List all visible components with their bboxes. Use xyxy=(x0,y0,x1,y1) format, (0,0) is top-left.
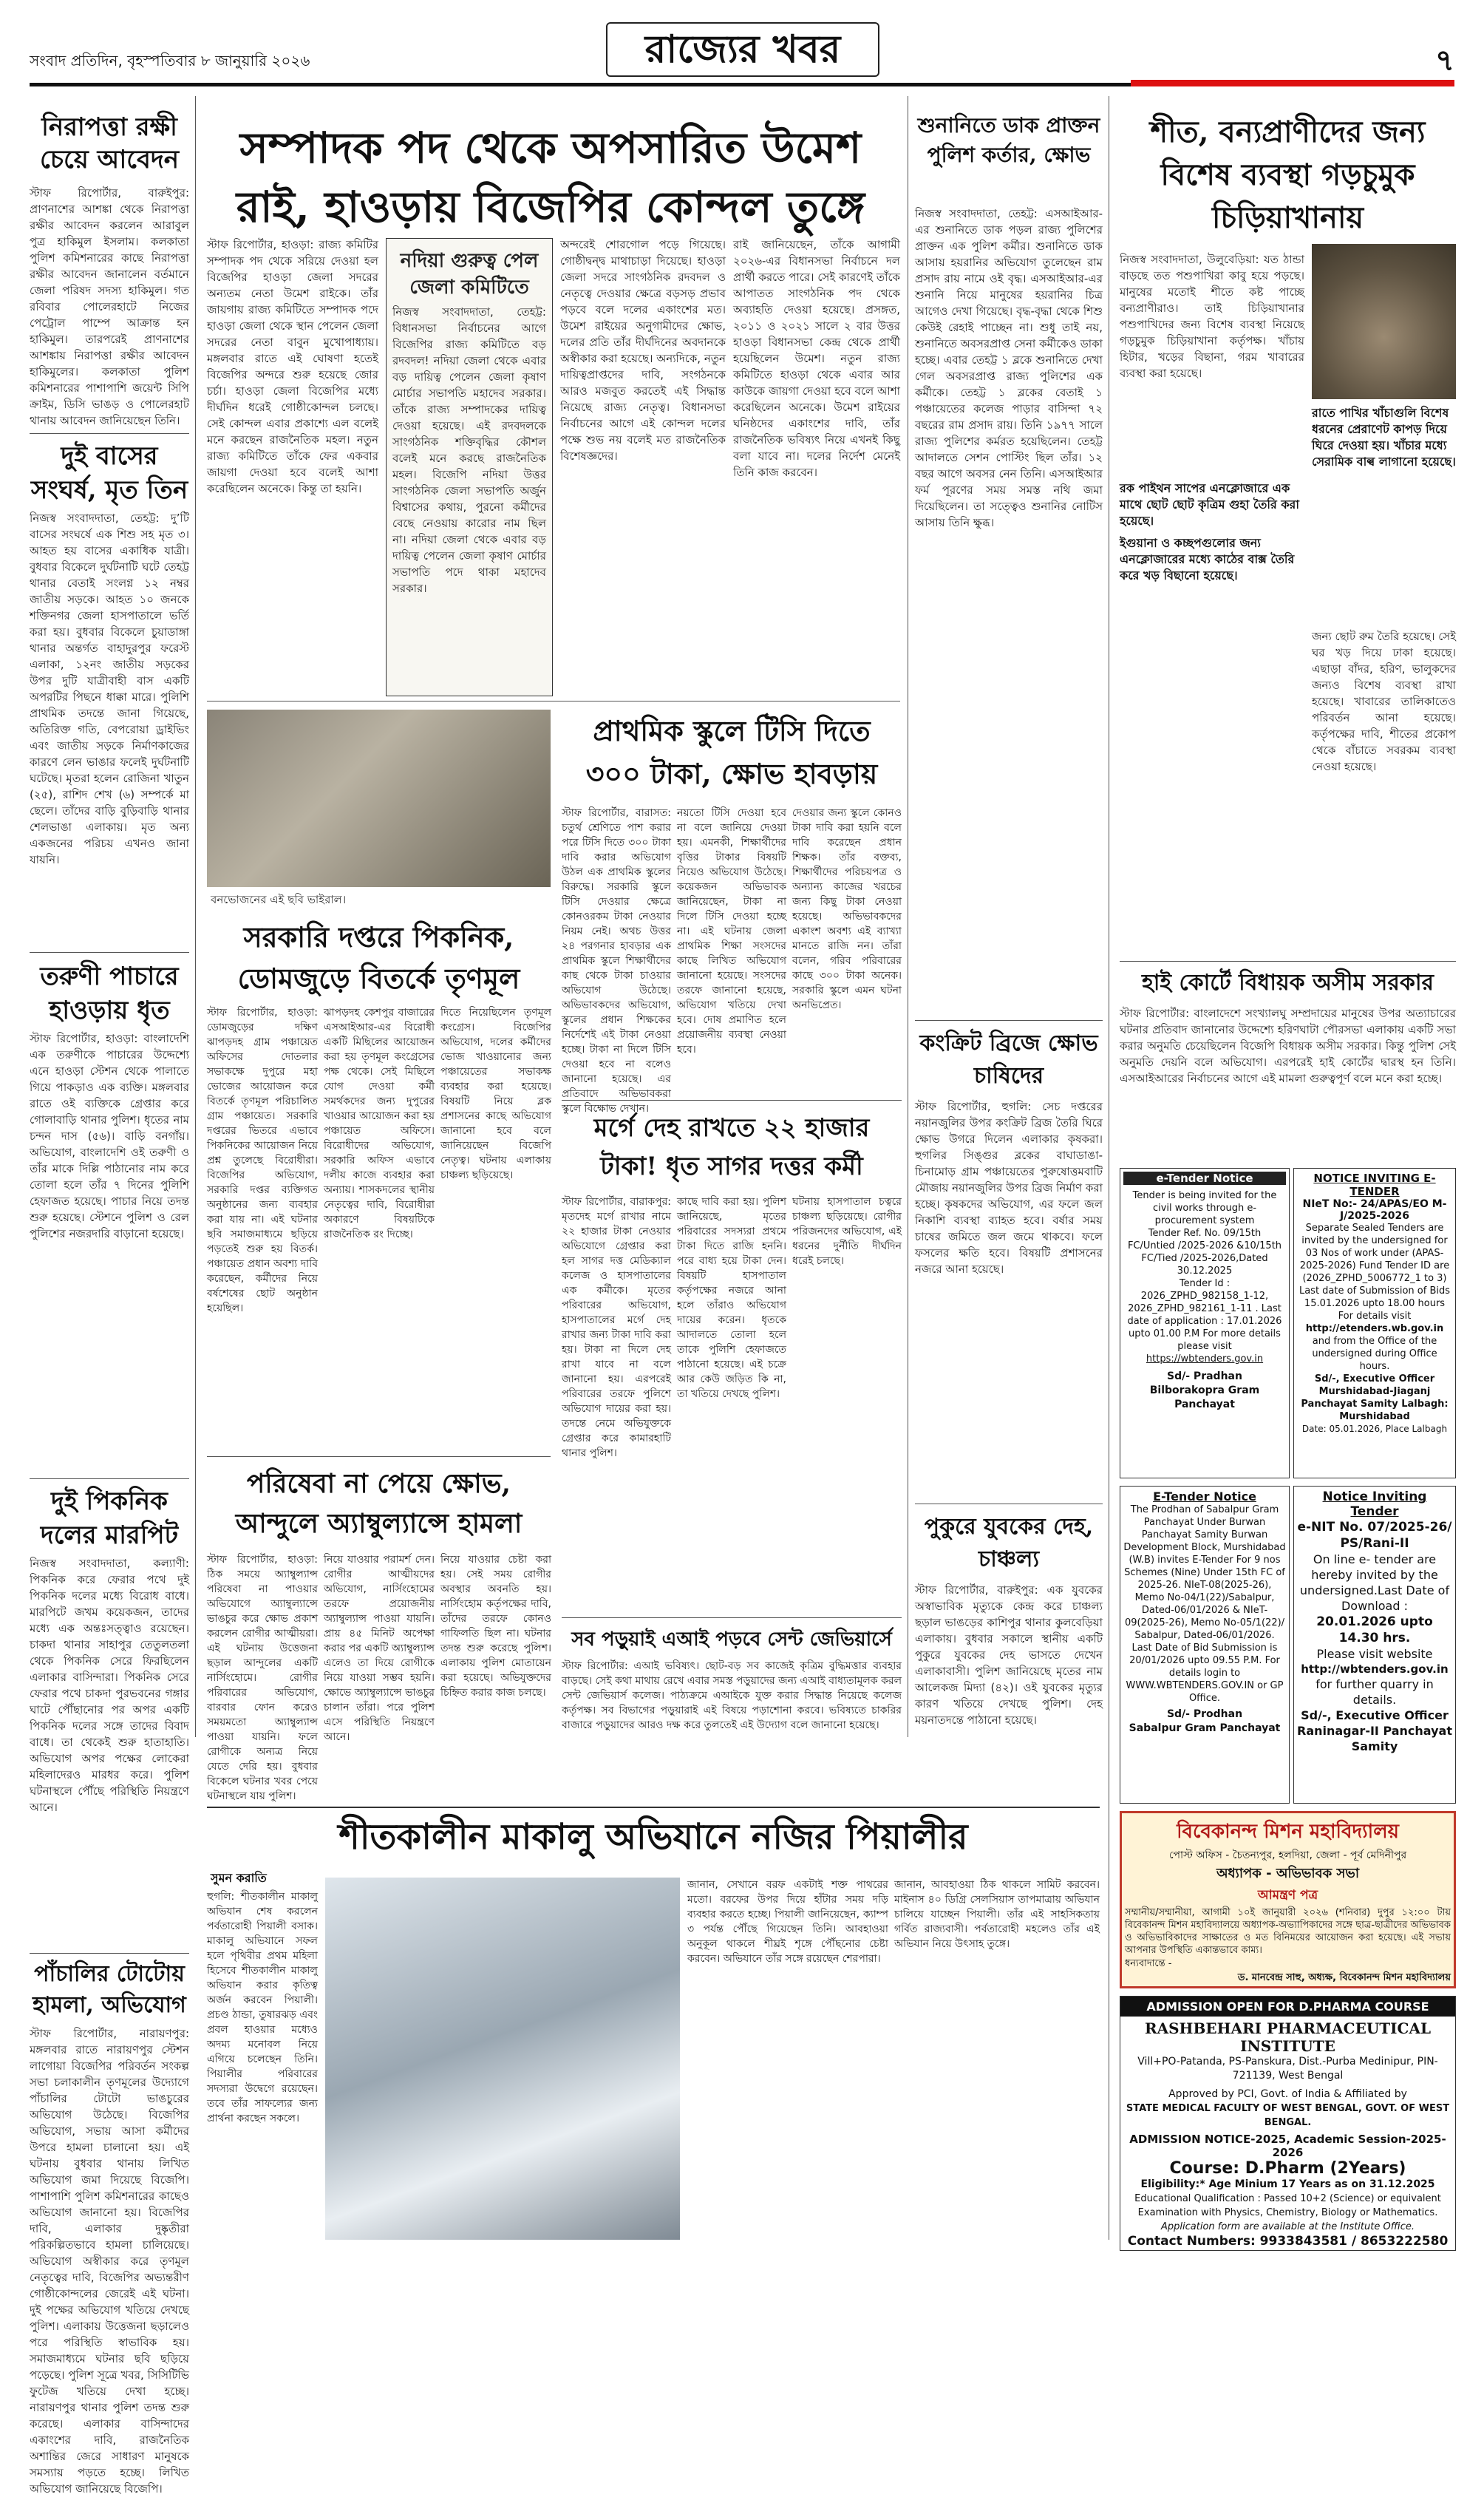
ad-pharma-eligibility: Eligibility:* Age Minium 17 Years as on 31.12.2025 xyxy=(1140,2178,1435,2190)
picnic-photo-caption: বনভোজনের এই ছবি ভাইরাল। xyxy=(211,893,347,906)
ad-pharma-approved: Approved by PCI, Govt. of India & Affiliated by xyxy=(1168,2088,1407,2100)
headline-picnic-clash: দুই পিকনিক দলের মারপিট xyxy=(40,1487,179,1550)
headline-morgue: মর্গে দেহ রাখতে ২২ হাজার টাকা! ধৃত সাগর দত্তর কর্মী xyxy=(593,1113,870,1181)
headline-zoo: শীত, বন্যপ্রাণীদের জন্য বিশেষ ব্যবস্থা গড়চুমুক চিড়িয়াখানায় xyxy=(1150,115,1426,235)
zoo-bullet: রক পাইথন সাপের এনক্লোজারে এক মাথে ছোট ছোট কৃত্রিম গুহা তৈরি করা হয়েছে। xyxy=(1120,481,1299,528)
headline-security: নিরাপত্তা রক্ষী চেয়ে আবেদন xyxy=(39,112,180,174)
divider xyxy=(915,1020,1103,1021)
article-toto-body: স্টাফ রিপোর্টার, নারায়ণপুর: মঙ্গলবার রাতে নারায়ণপুর স্টেশন লাগোয়া বিজেপির পরিবর্তন সংকল্প সভা চলাকালীন তৃণমূলের উদ্যোগে পাঁচালির টোটো ভাঙচুরের অভিযোগ উঠেছে। বিজেপির অভিযোগ, সভায় আসা কর্মীদের উপরে হামলা চালানো হয়। এই ঘটনায় বুধবার থানায় লিখিত অভিযোগ জমা দিয়েছে বিজেপি। পাশাপাশি পুলিশ কমিশনারের কাছেও অভিযোগ জানানো হয়। বিজেপির দাবি, এলাকার দুষ্কৃতীরা পরিকল্পিতভাবে হামলা চালিয়েছে। অভিযোগ অস্বীকার করে তৃণমূল নেতৃত্বের দাবি, বিজেপির অভ্যন্তরীণ গোষ্ঠীকোন্দলের জেরেই এই ঘটনা। দুই পক্ষের অভিযোগ খতিয়ে দেখছে পুলিশ। এলাকায় উত্তেজনা ছড়ালেও পরে পরিস্থিতি স্বাভাবিক হয়। সমাজমাধ্যমে ঘটনার ছবি ছড়িয়ে পড়েছে। পুলিশ সূত্রে খবর, সিসিটিভি ফুটেজ খতিয়ে দেখা হচ্ছে। নারায়ণপুর থানার পুলিশ তদন্ত শুরু করেছে। এলাকার বাসিন্দাদের একাংশের দাবি, রাজনৈতিক অশান্তির জেরে সাধারণ মানুষকে সমস্যায় পড়তে হচ্ছে। লিখিত অভিযোগ জানিয়েছে বিজেপি। xyxy=(30,2027,189,2496)
ad-pharma-notice: ADMISSION NOTICE-2025, Academic Session-2025-2026 xyxy=(1129,2133,1446,2159)
divider xyxy=(562,1100,902,1101)
nadia-box xyxy=(386,238,553,696)
section-title: রাজ্যের খবর xyxy=(606,22,879,77)
ad-tender-d-line: On line e- tender are hereby invited by the undersigned.Last Date of Download : xyxy=(1299,1552,1450,1613)
ad-pharma-qualification: Educational Qualification : Passed 10+2 (Science) or equivalent Examination with Physics, Chemistry, Biology or Mathematics. xyxy=(1134,2193,1441,2218)
headline-umesh: সম্পাদক পদ থেকে অপসারিত উমেশ রাই, হাওড়ায় বিজেপির কোন্দল তুঙ্গে xyxy=(236,123,865,232)
ad-vivekananda-thanks: ধন্যবাদান্তে - xyxy=(1125,1958,1172,1969)
ad-pharma-form: Application form are available at the Institute Office. xyxy=(1161,2221,1415,2232)
ad-vivekananda-invite: আমন্ত্রণ পত্র xyxy=(1257,1888,1318,1903)
divider xyxy=(30,1478,189,1479)
divider xyxy=(30,433,189,434)
ad-pharma-banner: ADMISSION OPEN FOR D.PHARMA COURSE xyxy=(1120,1997,1455,2017)
ad-tender-d-line: Please visit website xyxy=(1316,1647,1433,1661)
divider xyxy=(30,1953,189,1954)
picnic-photo xyxy=(207,710,551,887)
ad-vivekananda-body: সম্মানীয়/সম্মানীয়া, আগামী ১০ই জানুয়ারী ২০২৬ (শনিবার) দুপুর ১২:০০ টায় বিবেকানন্দ মিশন মহাবিদ্যালয়ে অধ্যাপক-অভ্যাপিকাদের সঙ্গে ছাত্র-ছাত্রীদের অভিভাবক ও অভিভাবিকাদের সাক্ষাতের ও মত বিনিময়ের আয়োজন করা হয়েছে। এই সভায় আপনার উপস্থিতি একান্তভাবে কাম্য। xyxy=(1125,1907,1451,1956)
ad-tender-c-title: E-Tender Notice xyxy=(1153,1489,1256,1504)
article-makalu-body-b: জানান, সেখানে বরফ একটাই শক্ত পাথরের মতো। বরফের উপর দিয়ে হাঁটার সময় দড়ি ব্যবহার করতে হচ্ছে। পিয়ালী জানিয়েছেন, ক্যাম্প ৩ পর্যন্ত পৌঁছে গিয়েছেন তিনি। আবহাওয়া অনুকূল থাকলে শীঘ্রই শৃঙ্গে পৌঁছনোর চেষ্টা করবেন। অভিযানে তাঁর সঙ্গে রয়েছেন শেরপারা। xyxy=(687,1879,888,1965)
masthead-date: সংবাদ প্রতিদিন, বৃহস্পতিবার ৮ জানুয়ারি ২০২৬ xyxy=(30,52,310,69)
ad-tender-b-line: and from the Office of the undersigned during Office hours. xyxy=(1312,1336,1437,1372)
article-security-body: স্টাফ রিপোর্টার, বারুইপুর: প্রাণনাশের আশঙ্কা থেকে নিরাপত্তা রক্ষীর আবেদন করলেন আরাবুল পুত্র হাকিমুল ইসলাম। কলকাতা পুলিশ কমিশনারের কাছে নিরাপত্তা রক্ষীর আবেদন জানালেন বর্তমানে জেলা পরিষদ সদস্য হাকিমুল। গত রবিবার পোলেরহাটে নিজের পেট্রোল পাম্পে আক্রান্ত হন হাকিমুল। তারপরেই প্রাণনাশের আশঙ্কায় নিরাপত্তা রক্ষীর আবেদন হাকিমুলের। কলকাতা পুলিশ কমিশনারের পাশাপাশি জয়েন্ট সিপি ক্রাইম, ডিসি ভাঙড় ও পোলেরহাট থানায় আবেদন জানিয়েছেন তিনি। xyxy=(30,186,189,427)
ad-pharma-contact[interactable]: Contact Numbers: 9933843581 / 8653222580 xyxy=(1127,2234,1449,2249)
divider xyxy=(1120,961,1456,962)
headline-bus: দুই বাসের সংঘর্ষ, মৃত তিন xyxy=(30,441,188,505)
article-picnic-clash-body: নিজস্ব সংবাদদাতা, কল্যাণী: পিকনিক করে ফেরার পথে দুই পিকনিক দলের মধ্যে বিরোধ বাধে। মারপিটে জখম কয়েকজন, তাদের মধ্যে এক অন্তঃসত্ত্বাও রয়েছেন। চাকদা থানার সাহাপুর তেতুলতলা থেকে পিকনিক সেরে ফিরছিলেন এলাকার বাসিন্দারা। পিকনিক সেরে ফেরার পথে চাকদা পুরভবনের গঙ্গার ঘাটে পৌঁছানোর পর অপর একটি পিকনিক দলের সঙ্গে তাদের বিবাদ বাধে। তা থেকেই শুরু হাতাহাতি। অভিযোগ অপর পক্ষের লোকেরা মহিলাদেরও মারধর করে। পুলিশ ঘটনাস্থলে পৌঁছে পরিস্থিতি নিয়ন্ত্রণে আনে। xyxy=(30,1557,189,1814)
ad-vivekananda-sign: ড. মানবেন্দ্র সাহু, অধ্যক্ষ, বিবেকানন্দ মিশন মহাবিদ্যালয় xyxy=(1237,1972,1451,1983)
article-primary-body-c: দেওয়ার জন্য স্কুলে কোনও টাকা দাবি করা হয়নি বলে দাবি করেছেন প্রধান শিক্ষক। তাঁর বক্তব্য, শিক্ষার্থীদের পরিচয়পত্র ও অন্যান্য কাজের খরচের জন্য কিছু টাকা নেওয়া হয়েছে। অভিভাবকদের একাংশ অবশ্য এই ব্যাখ্যা মানতে রাজি নন। তাঁরা বলেন, গরিব পরিবারের কাছে ৩০০ টাকা অনেক। সরকারি স্কুলে এমন ঘটনা অনভিপ্রেত। xyxy=(792,807,902,1011)
ad-tender-b-link[interactable]: http://etenders.wb.gov.in xyxy=(1305,1323,1444,1334)
ad-tender-b-line: Separate Sealed Tenders are invited by the undersigned for 03 Nos of work under (APAS-2025-2026) Fund Tender ID are (2026_ZPHD_5006772_1 to 3) Last date of Submission of Bids 15.01.2026 upto 18.00 hours For details visit xyxy=(1298,1223,1451,1322)
article-jesuits-body: স্টাফ রিপোর্টার: এআই ভবিষ্যৎ। ছোট-বড় সব কাজেই কৃত্রিম বুদ্ধিমত্তার ব্যবহার বাড়ছে। সেই কথা মাথায় রেখে এবার সমস্ত পড়ুয়াদের জন্য এআই বাধ্যতামূলক করল সেন্ট জেভিয়ার্স কলেজ। পাঠ্যক্রমে এআইকে যুক্ত করার সিদ্ধান্ত নিয়েছে কলেজ কর্তৃপক্ষ। সব বিভাগের পড়ুয়ারাই এই বিষয়ে পড়াশোনা করবে। ভবিষ্যতে চাকরির বাজারে পড়ুয়াদের আরও দক্ষ করে তুলতেই এই উদ্যোগ বলে জানানো হয়েছে। xyxy=(562,1660,902,1731)
ad-pharma-course: Course: D.Pharm (2Years) xyxy=(1169,2159,1406,2178)
column-divider xyxy=(195,96,196,1737)
article-zoo-body-a: নিজস্ব সংবাদদাতা, উলুবেড়িয়া: যত ঠান্ডা বাড়ছে তত পশুপাখিরা কাবু হয়ে পড়ছে। মানুষের মতোই শীতে কষ্ট পাচ্ছে বন্যপ্রাণীরাও। তাই চিড়িয়াখানার পশুপাখিদের জন্য বিশেষ ব্যবস্থা নিয়েছে গড়চুমুক চিড়িয়াখানা কর্তৃপক্ষ। খাঁচায় হিটার, খড়ের বিছানা, গরম খাবারের ব্যবস্থা করা হয়েছে। xyxy=(1120,253,1304,380)
ad-tender-a-line: Tender Ref. No. 09/15th FC/Untied /2025-2026 &10/15th FC/Tied /2025-2026,Dated 30.12.2025 xyxy=(1127,1228,1282,1277)
article-govt-picnic-body-b: ঝাপড়দহ কেশপুর বাজারের এসআইআর-এর বিরোধী একটি মিছিলের আয়োজন করা হয় তৃণমূল কংগ্রেসের পক্ষ থেকে। সেই মিছিলে যোগ দেওয়া কর্মী সমর্থকদের জন্য দুপুরের খাওয়ার আয়োজন করা হয় পঞ্চায়েত অফিসে। বিরোধীদের অভিযোগ, সরকারি অফিস এভাবে দলীয় কাজে ব্যবহার করা অন্যায়। শাসকদলের স্থানীয় নেতৃত্বের দাবি, বিরোধীরা অকারণে বিষয়টিকে রাজনৈতিক রং দিচ্ছে। xyxy=(324,1007,435,1240)
article-umesh-body-c: রাই জানিয়েছেন, তাঁকে আগামী ২০২৬-এর বিধানসভা নির্বাচনে দল প্রার্থী করতে পারে। সেই কারণেই তাঁকে আপাতত সাংগঠনিক পদ থেকে অব্যাহতি দেওয়া হয়েছে। প্রসঙ্গত, ২০১১ ও ২০২১ সালে ২ বার উত্তর হাওড়া বিধানসভা কেন্দ্র থেকে প্রার্থী হয়েছিলেন উমেশ। নতুন রাজ্য কমিটিতে হাওড়া থেকে এবার আর কাউকে জায়গা দেওয়া হবে বলে আশা করেছিলেন অনেকে। উমেশ রাইয়ের ঘনিষ্ঠদের একাংশের দাবি, তাঁর রাজনৈতিক ভবিষ্যৎ নিয়ে এখনই কিছু বলা যাবে না। দলের নির্দেশ মেনেই তিনি কাজ করবেন। xyxy=(733,238,900,479)
headline-makalu: শীতকালীন মাকালু অভিযানে নজির পিয়ালীর xyxy=(338,1816,968,1858)
headline-nadia: নদিয়া গুরুত্ব পেল জেলা কমিটিতে xyxy=(400,250,539,299)
zoo-bullets xyxy=(1312,405,1456,470)
ad-tender-c-office: Sabalpur Gram Panchayat xyxy=(1129,1722,1281,1734)
headline-hearing: শুনানিতে ডাক প্রাক্তন পুলিশ কর্তার, ক্ষোভ xyxy=(917,113,1100,167)
article-primary-body-b: নয়তো টিসি দেওয়া হবে না বলে জানিয়ে দেওয়া হয়। এমনকী, শিক্ষার্থীদের বৃত্তির টাকার বিষয়টি নিয়েও অভিযোগ উঠেছে। কয়েকজন অভিভাবক জানিয়েছেন, টাকা না দিলে টিসি দেওয়া হচ্ছে না। এই ঘটনায় জেলা প্রাথমিক শিক্ষা সংসদের কাছে লিখিত অভিযোগ জানানো হয়েছে। সংসদের তরফে জানানো হয়েছে, অভিযোগ খতিয়ে দেখা হবে। দোষ প্রমাণিত হলে প্রয়োজনীয় ব্যবস্থা নেওয়া হবে। xyxy=(677,807,786,1056)
headline-mla: হাই কোর্টে বিধায়ক অসীম সরকার xyxy=(1141,970,1434,996)
article-zoo-body-b: জন্য ছোট রুম তৈরি হয়েছে। সেই ঘর খড় দিয়ে ঢাকা হয়েছে। এছাড়া বাঁদর, হরিণ, ভালুকদের জন্যও বিশেষ ব্যবস্থা রাখা হয়েছে। খাবারের তালিকাতেও পরিবর্তন আনা হয়েছে। কর্তৃপক্ষের দাবি, শীতের প্রকোপ থেকে বাঁচাতে সবরকম ব্যবস্থা নেওয়া হয়েছে। xyxy=(1312,630,1456,773)
zoo-photo xyxy=(1312,244,1456,399)
ad-tender-d xyxy=(1293,1486,1456,1804)
headline-jesuits: সব পড়ুয়াই এআই পড়বে সেন্ট জেভিয়ার্সে xyxy=(571,1628,892,1651)
ad-pharma xyxy=(1120,1996,1456,2251)
divider xyxy=(30,952,189,953)
article-ambulance-body-c: নিয়ে যাওয়ার চেষ্টা করা হয়। সেই সময় রোগীর অবস্থার অবনতি হয়। নার্সিংহোম কর্তৃপক্ষের দাবি, তাঁদের তরফে কোনও গাফিলতি ছিল না। ঘটনার তদন্ত শুরু করেছে পুলিশ। এলাকায় পুলিশ মোতায়েন করা হয়েছে। অভিযুক্তদের চিহ্নিত করার কাজ চলছে। xyxy=(440,1554,551,1699)
zoo-bullets-more xyxy=(1120,480,1304,584)
ad-tender-a-line: Tender Id : 2026_ZPHD_982158_1-12, 2026_ZPHD_982161_1-11 . Last date of application : 17.01.2026 upto 01.00 P.M For more details please visit xyxy=(1127,1278,1282,1352)
ad-pharma-address: Vill+PO-Patanda, PS-Panskura, Dist.-Purba Medinipur, PIN-721139, West Bengal xyxy=(1137,2056,1438,2082)
page-number: ৭ xyxy=(1434,44,1454,78)
headline-primary: প্রাথমিক স্কুলে টিসি দিতে ৩০০ টাকা, ক্ষোভ হাবড়ায় xyxy=(585,714,878,790)
headline-ambulance: পরিষেবা না পেয়ে ক্ষোভ, আন্দুলে অ্যাম্বুল্যান্সে হামলা xyxy=(235,1468,523,1539)
ad-tender-b-title: NOTICE INVITING E-TENDER xyxy=(1313,1172,1436,1198)
article-makalu-body-c: জানান, আবহাওয়া ঠিক থাকলে সামিট করবেন। মাইনাস ৪০ ডিগ্রি সেলসিয়াস তাপমাত্রায় অভিযান চালিয়ে যাচ্ছেন পিয়ালী। তাঁর এই সাহসিকতায় গর্বিত রাজ্যবাসী। পর্বতারোহী মহলেও তাঁর এই অভিযান নিয়ে উৎসাহ তুঙ্গে। xyxy=(894,1879,1100,1950)
ad-tender-c xyxy=(1120,1486,1290,1804)
ad-tender-d-line: e-NIT No. 07/2025-26/ PS/Rani-II xyxy=(1297,1520,1452,1551)
article-makalu-body-a: হুগলি: শীতকালীন মাকালু অভিযান শেষ করলেন পর্বতারোহী পিয়ালী বসাক। মাকালু অভিযানে সফল হলে পৃথিবীর প্রথম মহিলা হিসেবে শীতকালীন মাকালু অভিযান করার কৃতিত্ব অর্জন করবেন পিয়ালী। প্রচণ্ড ঠান্ডা, তুষারঝড় এবং প্রবল হাওয়ার মধ্যেও অদম্য মনোবল নিয়ে এগিয়ে চলেছেন তিনি। পিয়ালীর পরিবারের সদস্যরা উদ্বেগে রয়েছেন। তবে তাঁর সাফল্যের জন্য প্রার্থনা করছেন সকলে। xyxy=(207,1891,318,2124)
ad-tender-b xyxy=(1293,1168,1456,1478)
ad-tender-d-line: 20.01.2026 upto 14.30 hrs. xyxy=(1316,1614,1433,1645)
ad-tender-b-sign: Sd/-, Executive Officer Murshidabad-Jiaganj Panchayat Samity Lalbagh: Murshidabad xyxy=(1301,1373,1449,1422)
ad-tender-b-ref: NIeT No:- 24/APAS/EO M-J/2025-2026 xyxy=(1302,1198,1447,1222)
ad-tender-d-title: Notice Inviting Tender xyxy=(1322,1489,1427,1519)
ad-tender-a-title: e-Tender Notice xyxy=(1123,1172,1286,1185)
header-accent-rule xyxy=(1131,80,1454,86)
divider xyxy=(562,1617,902,1618)
article-morgue-body-a: স্টাফ রিপোর্টার, বারাকপুর: মৃতদেহ মর্গে রাখার নামে ২২ হাজার টাকা নেওয়ার অভিযোগে গ্রেপ্তার করা হল সাগর দত্ত মেডিক্যাল কলেজ ও হাসপাতালের এক কর্মীকে। মৃতের পরিবারের অভিযোগ, হাসপাতালের মর্গে দেহ রাখার জন্য টাকা দাবি করা হয়। টাকা না দিলে দেহ রাখা যাবে না বলে জানানো হয়। এরপরেই পরিবারের তরফে পুলিশে অভিযোগ দায়ের করা হয়। তদন্তে নেমে অভিযুক্তকে গ্রেপ্তার করে কামারহাটি থানার পুলিশ। xyxy=(562,1196,671,1459)
ad-tender-d-sign: Sd/-, Executive Officer Raninagar-II Panchayat Samity xyxy=(1297,1708,1452,1753)
article-bus-body: নিজস্ব সংবাদদাতা, তেহট্ট: দু’টি বাসের সংঘর্ষে এক শিশু সহ মৃত ৩। আহত হয় বাসের একাধিক যাত্রী। বুধবার বিকেলে দুর্ঘটনাটি ঘটে তেহট্ট থানার বেতাই সংলগ্ন ১২ নম্বর জাতীয় সড়কে। আহত ১০ জনকে শক্তিনগর জেলা হাসপাতালে ভর্তি করা হয়। বুধবার বিকেলে চুয়াডাঙ্গা থানার অন্তর্গত বাহাদুরপুর ফরেস্ট এলাকা, ১২নং জাতীয় সড়কের উপর দুটি যাত্রীবাহী বাস একটি অপরটির পিছনে ধাক্কা মারে। পুলিশি প্রাথমিক তদন্তে জানা গিয়েছে, অতিরিক্ত গতি, বেপরোয়া ড্রাইভিং এবং জাতীয় সড়কে নির্মাণকাজের কারণে লেন ভাঙার ফলেই দুর্ঘটনাটি ঘটেছে। মৃতরা হলেন রোজিনা খাতুন (২৫), রাশিদ শেখ (৬) সম্পর্কে মা ছেলে। তাঁদের বাড়ি বুড়িবাড়ি থানার শেলভাঙা এলাকায়। মৃত অন্য একজনের পরিচয় এখনও জানা যায়নি। xyxy=(30,512,189,866)
article-umesh-body-b: অন্দরেই শোরগোল পড়ে গিয়েছে। গোষ্ঠীদ্বন্দ্ব মাথাচাড়া দিয়েছে। হাওড়া জেলা সদরে সাংগঠনিক রদবদল ও নেতৃত্বে দেওয়ার ক্ষেত্রে বড়সড় প্রভাব পড়বে বলে দলের একাংশের মত। উমেশ রাইয়ের অনুগামীদের ক্ষোভ, দলের প্রতি তাঁর দীর্ঘদিনের অবদানকে অস্বীকার করা হয়েছে। অন্যদিকে, নতুন দায়িত্বপ্রাপ্তদের দাবি, সংগঠনকে আরও মজবুত করতেই এই সিদ্ধান্ত নিয়েছে রাজ্য নেতৃত্ব। বিধানসভা নির্বাচনের আগে এই কোন্দল দলের পক্ষে শুভ নয় বলেই মত রাজনৈতিক বিশেষজ্ঞদের। xyxy=(560,238,726,463)
article-morgue-body-c: ঘটনায় হাসপাতাল চত্বরে চাঞ্চল্য ছড়িয়েছে। রোগীর পরিজনদের অভিযোগ, এই ধরনের দুর্নীতি দীর্ঘদিন ধরেই চলছে। xyxy=(792,1196,902,1267)
article-govt-picnic-body-a: স্টাফ রিপোর্টার, হাওড়া: ডোমজুড়ের দক্ষিণ ঝাপড়দহ গ্রাম পঞ্চায়েত অফিসের দোতলার সভাকক্ষে দুপুরে মহা ভোজের আয়োজন করে বিতর্কে তৃণমূল পরিচালিত গ্রাম পঞ্চায়েত। সরকারি দপ্তরের ভিতরে এভাবে পিকনিকের আয়োজন নিয়ে প্রশ্ন তুলেছে বিরোধীরা। বিজেপির অভিযোগ, সরকারি দপ্তর ব্যক্তিগত অনুষ্ঠানের জন্য ব্যবহার করা যায় না। এই ঘটনার ছবি সমাজমাধ্যমে ছড়িয়ে পড়তেই শুরু হয় বিতর্ক। পঞ্চায়েত প্রধান অবশ্য দাবি করেছেন, কর্মীদের নিয়ে বর্ষশেষের ছোট অনুষ্ঠান হয়েছিল। xyxy=(207,1007,318,1314)
ad-vivekananda-subtitle: অধ্যাপক - অভিভাবক সভা xyxy=(1216,1866,1360,1881)
article-govt-picnic-body-c: দিতে নিয়েছিলেন তৃণমূল কংগ্রেস। বিজেপির অভিযোগ, দলের কর্মীদের ভোজ খাওয়ানোর জন্য পঞ্চায়েতের সভাকক্ষ ব্যবহার করা হয়েছে। বিষয়টি নিয়ে ব্লক প্রশাসনের কাছে অভিযোগ জানানো হবে বলে জানিয়েছেন বিজেপি নেতৃত্ব। ঘটনায় এলাকায় চাঞ্চল্য ছড়িয়েছে। xyxy=(440,1007,551,1181)
ad-tender-c-line: The Prodhan of Sabalpur Gram Panchayat Under Burwan Panchayat Samity Burwan Development Block, Murshidabad (W.B) invites E-Tender For 9 nos Schemes (Nine) Under 15th FC of 2025-26. NIeT-08(2025-26), Memo No-04/1(22)/Sabalpur, Dated-06/01/2026 & NIeT-09(2025-26), Memo No-05/1(22)/ Sabalpur, Dated-06/01/2026. Last Date of Bid Submission is 20/01/2026 upto 09.55 P.M. For details login to WWW.WBTENDERS.GOV.IN or GP Office. xyxy=(1123,1504,1286,1704)
article-bridge-body: স্টাফ রিপোর্টার, হুগলি: সেচ দপ্তরের নয়ানজুলির উপর কংক্রিট ব্রিজ তৈরি ঘিরে ক্ষোভ উগরে দিলেন এলাকার কৃষকরা। হুগলির সিঙ্গুর ব্লকের বাঘাডাঙা-চিনামোড় গ্রাম পঞ্চায়েতের পুরুষোত্তমবাটি মৌজায় নয়ানজুলির উপর ব্রিজ নির্মাণ করা হচ্ছে। কৃষকদের অভিযোগ, এর ফলে জল নিকাশি ব্যবস্থা ব্যাহত হবে। বর্ষার সময় চাষের জমিতে জল জমে থাকবে। ফলে ফসলের ক্ষতি হবে। বিষয়টি প্রশাসনের নজরে আনা হয়েছে। xyxy=(915,1100,1103,1276)
ad-vivekananda-title: বিবেকানন্দ মিশন মহাবিদ্যালয় xyxy=(1177,1821,1399,1843)
headline-govt-picnic: সরকারি দপ্তরে পিকনিক, ডোমজুড়ে বিতর্কে তৃণমূল xyxy=(237,920,520,995)
article-pond-body: স্টাফ রিপোর্টার, বারুইপুর: এক যুবকের অস্বাভাবিক মৃত্যুকে কেন্দ্র করে চাঞ্চল্য ছড়াল ভাঙড়ের কাশিপুর থানার কুলবেড়িয়া এলাকায়। বুধবার সকালে স্থানীয় একটি পুকুরে যুবকের দেহ ভাসতে দেখেন এলাকাবাসী। পুলিশ জানিয়েছে মৃতের নাম আলেকজ মিদ্যা (৪২)। ওই যুবকের মৃত্যুর কারণ খতিয়ে দেখছে পুলিশ। দেহ ময়নাতদন্তে পাঠানো হয়েছে। xyxy=(915,1583,1103,1727)
ad-tender-d-line: for further quarry in details. xyxy=(1315,1677,1434,1707)
ad-tender-a-line: Tender is being invited for the civil works through e-procurement system xyxy=(1132,1190,1277,1226)
article-mla-body: স্টাফ রিপোর্টার: বাংলাদেশে সংখ্যালঘু সম্প্রদায়ের মানুষের উপর অত্যাচারের ঘটনার প্রতিবাদ জানানোর উদ্দেশ্যে হরিণঘাটা পৌরসভা এলাকায় একটি সভা করার অনুমতি চেয়েছিলেন বিজেপি বিধায়ক অসীম সরকার। কিন্তু পুলিশ সেই অনুমতি দেয়নি বলে অভিযোগ। এরপরেই হাই কোর্টের দ্বারস্থ হন তিনি। এসআইআরের নির্বাচনের আগে এই মামলা গুরুত্বপূর্ণ বলে মনে করা হচ্ছে। xyxy=(1120,1007,1456,1085)
ad-vivekananda xyxy=(1120,1811,1456,1988)
divider xyxy=(207,1456,551,1457)
ad-tender-a-sign: Sd/- Pradhan xyxy=(1167,1370,1242,1382)
article-hearing-body: নিজস্ব সংবাদদাতা, তেহট্ট: এসআইআর-এর শুনানিতে ডাক পড়ল রাজ্য পুলিশের প্রাক্তন এক পুলিশ কর্মীর। শুনানিতে ডাক আসায় হয়রানির অভিযোগ তুলেছেন রাম প্রসাদ রায় নামে ওই বৃদ্ধ। এসআইআর-এর শুনানি নিয়ে মানুষের হয়রানির চিত্র আগেও দেখা গিয়েছে। বৃদ্ধ-বৃদ্ধা থেকে শিশু কেউই রেহাই পাচ্ছেন না। শুধু তাই নয়, শুনানিতে অবসরপ্রাপ্ত সেনা কর্মীকেও ডাকা হচ্ছে। এবার তেহট্ট ১ ব্লকে শুনানিতে দেখা গেল অবসরপ্রাপ্ত রাজ্য পুলিশের এক কর্মীকে। তেহট্ট ১ ব্লকের বেতাই ১ পঞ্চায়েতের কলেজ পাড়ার বাসিন্দা ৭২ বছরের রাম প্রসাদ রায়। তিনি ১৯৭৭ সালে রাজ্য পুলিশের কর্মরত হয়েছিলেন। তেহট্ট আদালতে সেশন পোস্টিং ছিল তাঁর। ১২ বছর আগে অবসর নেন তিনি। এসআইআর ফর্ম পূরণের সময় সমস্ত নথি জমা দিয়েছিলেন। তা সত্ত্বেও শুনানির নোটিস আসায় তিনি ক্ষুব্ধ। xyxy=(915,207,1103,529)
ad-tender-c-sign: Sd/- Prodhan xyxy=(1166,1708,1243,1720)
headline-pond: পুকুরে যুবকের দেহ, চাঞ্চল্য xyxy=(924,1514,1094,1572)
article-morgue-body-b: কাছে দাবি করা হয়। পুলিশ জানিয়েছে, মৃতের পরিবারের সদস্যরা প্রথমে টাকা দিতে রাজি হননি। পরে বাধ্য হয়ে টাকা দেন। বিষয়টি হাসপাতাল কর্তৃপক্ষের নজরে আনা হলে তাঁরাও অভিযোগ দায়ের করেন। ধৃতকে আদালতে তোলা হলে তাকে পুলিশি হেফাজতে পাঠানো হয়েছে। এই চক্রে আর কেউ জড়িত কি না, তা খতিয়ে দেখছে পুলিশ। xyxy=(677,1196,786,1400)
ad-tender-a-link[interactable]: https://wbtenders.gov.in xyxy=(1146,1353,1264,1365)
headline-trafficking: তরুণী পাচারে হাওড়ায় ধৃত xyxy=(40,962,179,1025)
zoo-bullet: রাতে পাখির খাঁচাগুলি বিশেষ ধরনের প্রেরাণেট কাপড় দিয়ে ঘিরে দেওয়া হয়। খাঁচার মধ্যে সেরামিক বাল্ব লাগানো হয়েছে। xyxy=(1312,406,1456,469)
makalu-photo xyxy=(325,1878,680,2240)
article-nadia-body: নিজস্ব সংবাদদাতা, তেহট্ট: বিধানসভা নির্বাচনের আগে বিজেপির রাজ্য কমিটিতে বড় রদবদল! নদিয়া জেলা থেকে এবার বড় দায়িত্ব পেলেন জেলা কৃষাণ মোর্চার সভাপতি মহাদেব সরকার। তাঁকে রাজ্য সম্পাদকের দায়িত্ব দেওয়া হয়েছে। এই রদবদলকে সাংগঠনিক শক্তিবৃদ্ধির কৌশল বলেই মনে করছে রাজনৈতিক মহল। বিজেপি নদিয়া উত্তর সাংগঠনিক জেলা সভাপতি অর্জুন বিশ্বাসের কথায়, পুরনো কর্মীদের বেছে নেওয়ায় কারোর নাম ছিল না। নদিয়া জেলা থেকে এবার বড় দায়িত্ব পেলেন জেলা কৃষাণ মোর্চার সভাপতি পদে থাকা মহাদেব সরকার। xyxy=(392,305,546,595)
ad-tender-a xyxy=(1120,1168,1290,1478)
headline-bridge: কংক্রিট ব্রিজে ক্ষোভ চাষিদের xyxy=(919,1030,1098,1089)
article-ambulance-body-a: স্টাফ রিপোর্টার, হাওড়া: ঠিক সময়ে অ্যাম্বুল্যান্স পরিষেবা না পাওয়ার অভিযোগে অ্যাম্বুল্যান্সে ভাঙচুর করে ক্ষোভ প্রকাশ করলেন রোগীর আত্মীয়রা। এই ঘটনায় উত্তেজনা ছড়াল আন্দুলের একটি নার্সিংহোমে। রোগীর পরিবারের অভিযোগ, বারবার ফোন করেও সময়মতো অ্যাম্বুল্যান্স পাওয়া যায়নি। ফলে রোগীকে অন্যত্র নিয়ে যেতে দেরি হয়। বুধবার বিকেলে ঘটনার খবর পেয়ে ঘটনাস্থলে যায় পুলিশ। xyxy=(207,1554,318,1802)
article-primary-body-a: স্টাফ রিপোর্টার, বারাসত: চতুর্থ শ্রেণিতে পাশ করার পরে টিসি দিতে ৩০০ টাকা দাবি করার অভিযোগ উঠল এক প্রাথমিক স্কুলের বিরুদ্ধে। সরকারি স্কুলে টিসি দেওয়ার ক্ষেত্রে কোনওরকম টাকা নেওয়ার নিয়ম নেই। অথচ উত্তর ২৪ পরগনার হাবড়ার এক প্রাথমিক স্কুলে শিক্ষার্থীদের কাছ থেকে টাকা চাওয়ার অভিযোগ উঠেছে। অভিভাবকদের অভিযোগ, স্কুলের প্রধান শিক্ষকের নির্দেশেই এই টাকা নেওয়া হচ্ছে। টাকা না দিলে টিসি দেওয়া হবে না বলেও জানানো হয়েছে। এর প্রতিবাদে অভিভাবকরা স্কুলে বিক্ষোভ দেখান। xyxy=(562,807,671,1115)
makalu-byline: সুমন করাতি xyxy=(211,1871,267,1885)
ad-vivekananda-address: পোস্ট অফিস - চৈতন্যপুর, হলদিয়া, জেলা - পূর্ব মেদিনীপুর xyxy=(1168,1849,1407,1861)
ad-tender-d-link[interactable]: http://wbtenders.gov.in xyxy=(1301,1662,1449,1676)
article-ambulance-body-b: নিয়ে যাওয়ার পরামর্শ দেন। রোগীর আত্মীয়দের অভিযোগ, নার্সিংহোমের তরফে প্রয়োজনীয় অ্যাম্বুল্যান্স পাওয়া যায়নি। প্রায় ৪৫ মিনিট অপেক্ষা করার পর একটি অ্যাম্বুল্যান্স এলেও তা দিয়ে রোগীকে নিয়ে যাওয়া সম্ভব হয়নি। ক্ষোভে অ্যাম্বুল্যান্সে ভাঙচুর চালান তাঁরা। পরে পুলিশ এসে পরিস্থিতি নিয়ন্ত্রণে আনে। xyxy=(324,1554,435,1743)
divider xyxy=(207,1807,1100,1808)
ad-tender-a-office: Bilborakopra Gram Panchayat xyxy=(1149,1385,1260,1410)
headline-toto: পাঁচালির টোটোয় হামলা, অভিযোগ xyxy=(33,1961,186,2018)
zoo-bullet: ইগুয়ানা ও কচ্ছপগুলোর জন্য এনক্লোজারের মধ্যে কাঠের বাক্স তৈরি করে খড় বিছানো হয়েছে। xyxy=(1120,536,1295,582)
ad-pharma-name: RASHBEHARI PHARMACEUTICAL INSTITUTE xyxy=(1144,2019,1432,2055)
ad-pharma-council: STATE MEDICAL FACULTY OF WEST BENGAL, GOVT. OF WEST BENGAL. xyxy=(1126,2103,1450,2128)
ad-tender-b-date: Date: 05.01.2026, Place Lalbagh xyxy=(1301,1424,1448,1434)
article-umesh-body-a: স্টাফ রিপোর্টার, হাওড়া: রাজ্য কমিটির সম্পাদক পদ থেকে সরিয়ে দেওয়া হল বিজেপির হাওড়া জেলা সদরের অন্যতম নেতা উমেশ রাইকে। তাঁর জায়গায় রাজ্য কমিটিতে সম্পাদক পদে হাওড়া জেলা থেকে স্থান পেলেন জেলা সদরের নেতা বাবুন মুখোপাধ্যায়। মঙ্গলবার রাতে এই ঘোষণা হতেই বিজেপির অন্দরে শুরু হয়েছে জোর চর্চা। হাওড়া জেলা বিজেপির মধ্যে দীর্ঘদিন ধরেই গোষ্ঠীকোন্দল চলছে। সেই কোন্দল এবার প্রকাশ্যে এল বলেই মনে করছেন রাজনৈতিক মহল। নতুন রাজ্য কমিটিতে তাঁকে ফের একবার জায়গা দেওয়া হবে বলেই আশা করেছিলেন অনেকে। কিন্তু তা হয়নি। xyxy=(207,238,378,495)
article-trafficking-body: স্টাফ রিপোর্টার, হাওড়া: বাংলাদেশি এক তরুণীকে পাচারের উদ্দেশ্যে এনে হাওড়া স্টেশন থেকে পালাতে গিয়ে পাকড়াও এক ব্যক্তি। মঙ্গলবার রাতে ওই ব্যক্তিকে গ্রেপ্তার করে গোলাবাড়ি থানার পুলিশ। ধৃতের নাম চন্দন দাস (৫৬)। বাড়ি বনগাঁয়। অভিযোগ, বাংলাদেশি ওই তরুণী ও তাঁর মাকে দিল্লি পাঠানোর নাম করে তোলা হলে তাঁর ৭ দিনের পুলিশি হেফাজত হয়েছে। পাচার নিয়ে তদন্ত শুরু হয়েছে। স্টেশনে পুলিশ ও রেল পুলিশের নজরদারি বাড়ানো হয়েছে। xyxy=(30,1032,189,1240)
